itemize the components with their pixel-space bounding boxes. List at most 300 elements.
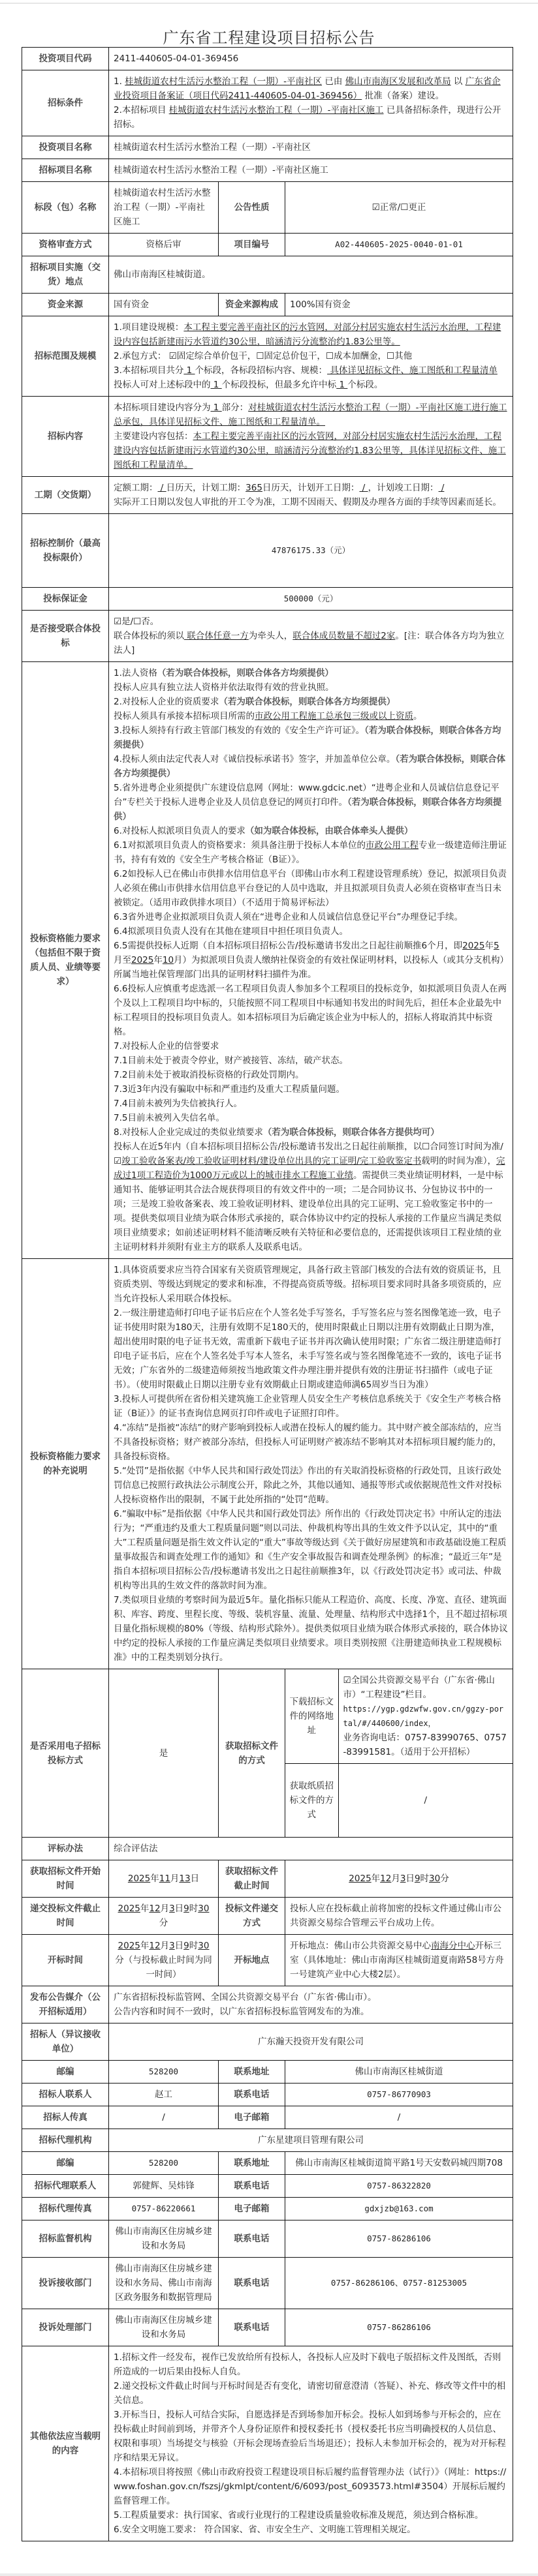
value: 综合评估法: [109, 1838, 513, 1860]
underlined-text: 30: [198, 1941, 210, 1951]
paragraph: [114, 1306, 508, 1392]
row-tenderer-fax: [22, 2106, 513, 2129]
obtain-methods: [285, 1669, 513, 1838]
row-section: [22, 182, 513, 234]
paragraph: [114, 103, 508, 132]
value: [109, 611, 513, 662]
paragraph: [114, 2408, 508, 2465]
paragraph: [114, 495, 508, 509]
value: [109, 2346, 513, 2541]
label: 招标内容: [22, 397, 109, 477]
row-agency: [22, 2129, 513, 2152]
underlined-text: 30: [198, 1903, 210, 1914]
row-tender-name: [22, 159, 513, 182]
text-segment: 联合体投标的须以: [114, 631, 184, 641]
text-segment: 日: [174, 1941, 184, 1951]
text-segment: 部分：: [221, 402, 249, 413]
paragraph: [114, 781, 508, 824]
label: 获取招标文件的方式: [219, 1669, 285, 1838]
paragraph: [114, 1097, 508, 1111]
value: 528200: [109, 2152, 219, 2175]
row-other: [22, 2346, 513, 2541]
label: 投诉处理部门: [22, 2309, 109, 2346]
underlined-text: 12: [149, 1903, 161, 1914]
underlined-text: 1: [210, 380, 222, 390]
row-media: [22, 1986, 513, 2023]
text-segment: 7.对投标人企业的信誉要求: [114, 1041, 219, 1052]
underlined-text: 佛山市南海区发展和改革局: [345, 76, 451, 87]
text-segment: 3.投标人可提供所在省份相关建筑施工企业管理人员安全生产考核信息系统关于《安全生产考核合格证（B证）》的证书查询信息网页打印件或电子证照打印件。: [114, 1394, 501, 1419]
bold-note: （若为联合体投标，则联合体各方均须提供）: [219, 697, 396, 707]
paragraph: [114, 1140, 508, 1254]
value: 0757-86322820: [285, 2175, 513, 2198]
download-platform: ☑全国公共资源交易平台（广东省·佛山市）“工程建设”栏目。: [343, 1675, 495, 1700]
paper-label: 获取纸质招标文件的方式: [285, 1764, 338, 1838]
value: [109, 397, 513, 477]
label: 邮编: [22, 2061, 109, 2084]
bold-note: （若为联合体投标，则联合体各方提供均可）: [262, 1127, 439, 1138]
paragraph: [114, 349, 508, 363]
row-location: [22, 256, 513, 294]
paragraph: [114, 1053, 508, 1068]
text-segment: 时: [420, 1873, 430, 1884]
underlined-text: 3: [169, 1941, 175, 1951]
value: 佛山市南海区住房城乡建设和水务局、佛山市南海区政务服务和数据管理局: [109, 2258, 219, 2309]
paragraph: [114, 481, 508, 495]
text-segment: 5.省外进粤企业须提供广东建设信息网（网址：www.gdcic.net）“进粤企业和人员诚信信息登记平台”专栏关于投标人进粤企业及人员信息登记的网页打印件。: [114, 783, 499, 808]
value: 0757-86220661: [109, 2198, 219, 2220]
text-segment: 1.: [114, 76, 125, 87]
text-segment: 时: [189, 1941, 198, 1951]
label: 投标资格能力要求（包括但不限于资质人员、业绩等要求）: [22, 662, 109, 1259]
text-segment: 6.1对拟派项目负责人的资格要求：须具备注册于投标人本单位的: [114, 840, 366, 851]
label: 资金来源: [22, 294, 109, 316]
bottom-divider: [0, 2573, 538, 2576]
download-link[interactable]: https://ygp.gdzwfw.gov.cn/ggzy-portal/#/440600/index，: [343, 1705, 504, 1728]
label: 邮编: [22, 2152, 109, 2175]
text-segment: 3.开标当日，投标人可结合实际，自愿选择是否到场参加开标会。投标人如到场参与开标会的，应在投标截止时间前到场，并带齐个人身份证原件和授权委托书（授权委托书应当明确授权的人员信息、权限和事项）当场提交与核验（开标会现场查验后当场退还）；投标人未参加开标会的，视为对开标程序和结果无异议。: [114, 2410, 506, 2463]
paragraph: [114, 1392, 508, 1421]
value: 100%国有资金: [285, 294, 513, 316]
underlined-text: 2025: [118, 1941, 140, 1951]
label: 开标时间: [22, 1935, 109, 1986]
label: 其他依法应当载明的内容: [22, 2346, 109, 2541]
label: 投标文件递交方式: [219, 1898, 285, 1935]
bold-note: （若为联合体投标，则联合体各方均须提供）: [114, 754, 506, 779]
underlined-text: 2025: [127, 1873, 151, 1884]
underlined-text: 10: [162, 955, 174, 965]
paragraph: [114, 838, 508, 867]
text-segment: 2.一级注册建造师打印电子证书后应在个人签名处手写签名，手写签名应与签名图像笔迹一致，电子证书使用时限为180天，注册有效期不足180天的，使用时限截止日期以注册有效期截止日期为准，超出使用时限的电子证书无效，需重新下载电子证书并再次确认使用时限；广东省二级注册建造师打印电子证书后，应在个人签名处手写本人签名，未手写签名或与签名图像笔迹不一致的，该电子证书无效；广东省外的二级建造师须按当地政策文件办理注册并提供有效的注册证书扫描件（或电子证书）。（使用时限截止日期以注册专业有效期截止日期或建造师满65周岁当日为准）: [114, 1308, 501, 1390]
value: 佛山市南海区住房城乡建设和水务局: [109, 2220, 219, 2258]
text-segment: 个标段投标，但最多允许中标: [221, 380, 337, 390]
text-segment: 日: [405, 1873, 415, 1884]
underlined-text: 桂城街道农村生活污水整治工程（一期）-平南社区: [125, 76, 323, 87]
text-segment: 分: [115, 1955, 124, 1965]
text-segment: 公告内容和时间不一致时，以广东省招标投标监管网发布的为准。: [114, 2007, 370, 2017]
paragraph: [114, 695, 508, 709]
row-electronic: [22, 1669, 513, 1838]
value: /: [285, 2106, 513, 2129]
label: 招标人（异议接收单位）: [22, 2023, 109, 2061]
bold-note: （若为联合体投标，则联合体各方均须提供）: [114, 725, 501, 750]
paragraph: [114, 1263, 508, 1306]
underlined-text: 南海分中心: [431, 1941, 475, 1951]
paragraph: [114, 666, 508, 680]
label: 投标保证金: [22, 588, 109, 611]
row-content: [22, 397, 513, 477]
text-segment: 分: [440, 1873, 449, 1884]
label: 招标人联系人: [22, 2084, 109, 2106]
paragraph: [114, 429, 508, 472]
text-segment: 2.承包方式： ☑固定综合单价包干，☐固定总价包干，☐成本加酬金，☐其他: [114, 351, 413, 361]
text-segment: 1.具体资质要求应当符合国家有关资质管理规定，具备行政主管部门核发的合法有效的资质证书，且资质类别、等级达到规定的要求和标准，不得提高资质等级。招标项目要求同时具备多项资质的，应当允许投标人采用联合体投标。: [114, 1265, 501, 1304]
value: 是: [109, 1669, 219, 1838]
text-segment: 投标人应具有独立法人资格并依法取得有效的营业执照。: [114, 682, 334, 693]
text-segment: 以: [451, 76, 466, 87]
text-segment: 月至: [114, 955, 131, 965]
paragraph: [114, 1039, 508, 1053]
text-segment: 批准（备案）建设。: [362, 91, 445, 101]
paragraph: [114, 2508, 508, 2523]
value: 佛山市南海区住房城乡建设和水务局: [109, 2309, 219, 2346]
text-segment: 2.对投标人企业的资质要求: [114, 697, 219, 707]
text-segment: 年: [153, 955, 163, 965]
value: [285, 1860, 513, 1898]
underlined-text: 1: [336, 380, 348, 390]
label: 资金来源构成: [219, 294, 285, 316]
paragraph: [114, 867, 508, 910]
label: 招标范围及规模: [22, 316, 109, 397]
value: 投标人应在投标截止前将加密的投标文件通过佛山市公共资源交易综合管理云平台成功上传。: [285, 1898, 513, 1935]
label: 是否接受联合体投标: [22, 611, 109, 662]
top-divider: [0, 3, 538, 4]
label: 招标项目名称: [22, 159, 109, 182]
text-segment: 2.递交投标文件截止时间与开标时间是否有变化，请密切留意澄清（答疑）、补充、修改等文件中的相关信息。: [114, 2381, 506, 2406]
value: 广东瀚天投资开发有限公司: [109, 2023, 513, 2061]
text-segment: 4.投标人须由法定代表人对《诚信投标承诺书》签字，并加盖单位公章。: [114, 754, 396, 765]
row-deposit: [22, 588, 513, 611]
text-segment: 月: [391, 1873, 400, 1884]
value: [109, 1986, 513, 2023]
row-review: [22, 234, 513, 256]
paragraph: [114, 74, 508, 103]
label: 招标条件: [22, 70, 109, 136]
text-segment: 7.2目前未处于被取消投标资格的行政处罚期内。: [114, 1070, 304, 1080]
value: [109, 662, 513, 1259]
underlined-text: 具体详见招标文件、施工图纸和工程量清单: [327, 365, 498, 376]
value: [109, 70, 513, 136]
value: [109, 1860, 219, 1898]
text-segment: 日: [174, 1903, 184, 1914]
paragraph: [114, 2465, 508, 2508]
underlined-text: 12: [380, 1873, 392, 1884]
underlined-text: 1: [210, 402, 222, 413]
label: 联系电话: [219, 2258, 285, 2309]
text-segment: 实际开工日期以发包人审批的开工令为准，工期不因雨天、假期及办理各方面的手续等因素而延长。: [114, 497, 501, 508]
text-segment: 1.项目建设规模：: [114, 322, 184, 333]
text-segment: 。[注：联合体各方均为独立法人]: [114, 631, 505, 656]
text-segment: 。需提供三类业绩证明材料，一是中标通知书、能够证明其合法合规获得项目的有效文件中的一项；二是合同协议书、分包协议书中的一项；三是竣工验收备案表、竣工验收证明材料、建设单位出具的完工证明、完工验收鉴定书中的一项。提供类似项目业绩为联合体形式承接的，联合体协议中约定的投标人承接的工作量应当满足类似项目业绩要求；如前述证明材料不能清晰反映有关特征和必要信息的，还需提供该项目工程业绩的业主证明材料并须附有业主方的联系人及联系电话。: [114, 1170, 503, 1252]
paragraph: [114, 982, 508, 1039]
paragraph: [114, 1111, 508, 1125]
value: [109, 1935, 219, 1986]
underlined-text: 2025: [118, 1903, 140, 1914]
label: 递交投标文件截止时间: [22, 1898, 109, 1935]
text-segment: 6.5需提供投标人近期（自本招标项目招标公告/投标邀请书发出之日起往前顺推6个月，即: [114, 941, 463, 951]
text-segment: 6.6投标人应慎重考虑选派一名工程项目负责人参加多个工程项目的投标竞争，如拟派项目负责人在两个及以上工程项目均中标的，只能按照不同工程项目中标通知书发出的时间先后，担任本企业最先中标工程项目的投标项目负责人。如本招标项目为后确定该企业为中标人的，招标人将取消其中标资格。: [114, 984, 507, 1037]
text-segment: 6.安全文明施工要求： 符合国家、省、市安全生产、文明施工管理相关规定。: [114, 2524, 416, 2535]
row-control-price: [22, 514, 513, 588]
paragraph: [114, 1593, 508, 1665]
label: 公告性质: [219, 182, 285, 234]
underlined-text: 2025: [349, 1873, 372, 1884]
underlined-text: 13: [179, 1873, 191, 1884]
row-supervisor: [22, 2220, 513, 2258]
label: 资格审查方式: [22, 234, 109, 256]
underlined-text: 9: [183, 1903, 189, 1914]
text-segment: 已由: [322, 76, 345, 87]
text-segment: 2.本招标项目: [114, 105, 169, 115]
label: 投资项目代码: [22, 48, 109, 70]
row-scope: [22, 316, 513, 397]
text-segment: 1.法人资格: [114, 668, 157, 678]
value: [109, 1259, 513, 1669]
label: 电子邮箱: [219, 2198, 285, 2220]
paragraph: [114, 1990, 508, 2005]
text-segment: ，计划竣工日期：: [368, 483, 439, 493]
label: 招标监督机构: [22, 2220, 109, 2258]
text-segment: 7.1目前未处于被责令停业，财产被接管、冻结，破产状态。: [114, 1055, 348, 1066]
label: 标段（包）名称: [22, 182, 109, 234]
underlined-text: 市政公用工程: [365, 840, 419, 851]
notice-type: ☑正常/☐更正: [285, 182, 513, 234]
value: 佛山市南海区桂城街道简平路1号天安数码城四期708: [285, 2152, 513, 2175]
label: 联系地址: [219, 2152, 285, 2175]
value: 47876175.33（元）: [109, 514, 513, 588]
text-segment: 个标段，各标段招标内容、规模：: [195, 365, 328, 376]
value: 528200: [109, 2061, 219, 2084]
text-segment: 7.5目前未被列入失信名单。: [114, 1113, 225, 1123]
value: 赵工: [109, 2084, 219, 2106]
text-segment: 开标地点：佛山市公共资源交易中心: [290, 1941, 431, 1951]
value: 0757-86286106、0757-81253005: [285, 2258, 513, 2309]
text-segment: 月: [160, 1903, 170, 1914]
row-tenderer: [22, 2023, 513, 2061]
text-segment: 6.“骗取中标”是指依据《中华人民共和国行政处罚法》所作出的《行政处罚决定书》中所认定的违法行为；“严重违约及重大工程质量问题”则以司法、仲裁机构等出具的生效文件予以认定，其中的“重大”工程质量问题是指生效文件认定的“重大”事故等级达到《关于做好房屋建筑和市政基础设施工程质量事故报告和调查处理工作的通知》和《生产安全事故报告和调查处理条例》的标准；“最近三年”是指自本招标项目招标公告/投标邀请书发出之日起往前顺推3年，以《行政处罚决定书》或司法、仲裁机构等出具的生效文件的落款时间为准。: [114, 1509, 507, 1591]
paragraph: [114, 2379, 508, 2408]
label: 开标地点: [219, 1935, 285, 1986]
label: 招标控制价（最高投标限价）: [22, 514, 109, 588]
paragraph: [114, 1507, 508, 1593]
text-segment: 月）为拟派项目负责人缴纳社保资金的有效社保证明材料，以投标人（或其分支机构）所属当地社保管理部门出具的证明材料扫描件为准。: [114, 955, 505, 980]
announcement-table: [22, 47, 513, 2541]
text-segment: 5.工程质量要求：执行国家、省或行业现行的工程建设质量验收标准及规范，须达到合格标准。: [114, 2510, 484, 2521]
underlined-text: 3: [400, 1873, 406, 1884]
underlined-text: 完成过1项工程造价为1000万元或以上的城市排水工程施工业绩: [114, 1156, 505, 1181]
value: [109, 477, 513, 514]
paragraph: [114, 363, 508, 378]
paragraph: [114, 2523, 508, 2537]
text-segment: 本招标项目建设内容分为: [114, 402, 211, 413]
label: 电子邮箱: [219, 2106, 285, 2129]
row-period: [22, 477, 513, 514]
value: 广东星建项目管理有限公司: [109, 2129, 513, 2152]
underlined-text: 对桂城街道农村生活污水整治工程（一期）-平南社区施工进行施工总承包，具体详见招标文件、施工图纸和工程量清单。: [114, 402, 507, 427]
text-segment: 7.类似项目业绩的考察时间为最近5年。量化指标只能从工程造价、高度、长度、净宽、直径、建筑面积、库容、跨度、里程长度、等级、装机容量、流量、处理量、结构形式中选择1个，且不超过招标项目量化指标规模的80%（等级、结构形式除外）。提供类似项目业绩为联合体形式承接的，联合体协议中约定的投标人承接的工作量应满足类似项目业绩要求。项目类别按照《注册建造师执业工程规模标准》中的工程类别划分执行。: [114, 1595, 508, 1663]
text-segment: 载明的时间为准），: [421, 1156, 497, 1166]
download-label: 下载招标文件的网络地址: [289, 1697, 334, 1736]
row-tenderer-zip: [22, 2061, 513, 2084]
underlined-text: 12: [149, 1941, 161, 1951]
paragraph: [114, 1068, 508, 1082]
text-segment: 年: [150, 1873, 159, 1884]
underlined-text: /: [359, 483, 368, 493]
row-complaint-process: [22, 2309, 513, 2346]
text-segment: 年: [140, 1903, 150, 1914]
bold-note: （若为联合体投标，则联合体各方均须提供）: [114, 797, 502, 822]
label: 招标代理传真: [22, 2198, 109, 2220]
paragraph: [114, 629, 508, 658]
label: 联系电话: [219, 2084, 285, 2106]
underlined-text: 竣工验收备案表/竣工验收证明材料/建设单位出具的完工证明/完工验收鉴定书: [121, 1156, 422, 1166]
paragraph: [114, 401, 508, 429]
text-segment: 年: [484, 941, 494, 951]
text-segment: 主要建设内容包括：: [114, 431, 193, 442]
label: 投资项目名称: [22, 136, 109, 159]
text-segment: 投标人可对上述标段中的: [114, 380, 211, 390]
value: 桂城街道农村生活污水整治工程（一期）-平南社区施工: [109, 182, 219, 234]
row-supplement: [22, 1259, 513, 1669]
value: 桂城街道农村生活污水整治工程（一期）-平南社区: [109, 136, 513, 159]
paragraph: [114, 1421, 508, 1464]
label: 招标代理机构: [22, 2129, 109, 2152]
row-submit: [22, 1898, 513, 1935]
label: 投标资格能力要求的补充说明: [22, 1259, 109, 1669]
label: 招标人传真: [22, 2106, 109, 2129]
text-segment: 7.4目前未被列为失信被执行人。: [114, 1099, 242, 1109]
label: 投诉接收部门: [22, 2258, 109, 2309]
project-number: A02-440605-2025-0040-01-01: [285, 234, 513, 256]
value: 桂城街道农村生活污水整治工程（一期）-平南社区施工: [109, 159, 513, 182]
email-link[interactable]: gdxjzb@163.com: [285, 2198, 513, 2220]
label: 获取招标文件截止时间: [219, 1860, 285, 1898]
row-complaint-receive: [22, 2258, 513, 2309]
row-method: [22, 1838, 513, 1860]
paper-value: /: [338, 1764, 513, 1838]
paragraph: [114, 924, 508, 939]
paragraph: [114, 2350, 508, 2379]
value: 2411-440605-04-01-369456: [109, 48, 513, 70]
text-segment: 分: [159, 1918, 168, 1928]
value: 佛山市南海区桂城街道。: [109, 256, 513, 294]
text-segment: 4.“冻结”是指被“冻结”的财产影响到投标人或潜在投标人的履约能力。其中财产被全部冻结的，应当不具备投标资格；财产被部分冻结，但投标人可证明财产被冻结不影响其对本招标项目履约能力的，具备投标资格。: [114, 1423, 502, 1462]
page-title: 广东省工程建设项目招标公告: [163, 29, 375, 47]
underlined-text: 365: [245, 483, 262, 493]
underlined-text: 1: [183, 365, 195, 376]
paragraph: [114, 320, 508, 349]
label: 项目编号: [219, 234, 285, 256]
paragraph: [114, 378, 508, 392]
text-segment: 日历天，计划工期：: [166, 483, 246, 493]
value: 0757-86286106: [285, 2309, 513, 2346]
underlined-text: 本工程主要完善平南社区的污水管网，对部分村居实施农村生活污水治理，工程建设内容包括新建雨污水管道约30公里，暗涵清污分流整治约1.83公里等，具体详见招标文件、施工图纸和工程量清单。: [114, 431, 506, 470]
row-tenderer-contact: [22, 2084, 513, 2106]
bold-note: （如为联合体投标，由联合体牵头人提供）: [245, 826, 413, 836]
value: [285, 1935, 513, 1986]
paragraph: [114, 2005, 508, 2019]
text-segment: 6.4拟派项目负责人没有在其他在建项目中担任项目负责人。: [114, 926, 348, 937]
underlined-text: 2025: [131, 955, 154, 965]
text-segment: 已具备招标条件，现进行公开招标。: [114, 105, 501, 130]
underlined-text: 9: [414, 1873, 420, 1884]
paragraph: [114, 752, 508, 781]
label: 招标项目实施（交货）地点: [22, 256, 109, 294]
paragraph: [114, 939, 508, 982]
row-funding: [22, 294, 513, 316]
text-segment: 7.3近3年内没有骗取中标和严重违约及重大工程质量问题。: [114, 1084, 345, 1095]
label: 招标代理联系人: [22, 2175, 109, 2198]
row-qualification: [22, 662, 513, 1259]
value: [109, 1898, 219, 1935]
text-segment: 年: [371, 1873, 381, 1884]
value: 郭健辉、吴炜锋: [109, 2175, 219, 2198]
text-segment: 为牵头人，: [248, 631, 293, 641]
row-consortium: [22, 611, 513, 662]
paragraph: [114, 910, 508, 924]
underlined-text: 11: [159, 1873, 170, 1884]
text-segment: 个标段。: [347, 380, 383, 390]
text-segment: 时: [189, 1903, 198, 1914]
label: 联系地址: [219, 2061, 285, 2084]
text-segment: 广东省招标投标监管网、全国公共资源交易平台（广东省·佛山市）。: [114, 1992, 377, 2003]
text-segment: 专业一级建造师注册证书，持有有效的《安全生产考核合格证（B证）》。: [114, 840, 507, 865]
text-segment: 月: [160, 1941, 170, 1951]
label: 工期（交货期）: [22, 477, 109, 514]
label: 联系电话: [219, 2220, 285, 2258]
download-info: [338, 1669, 513, 1764]
underlined-text: 联合体成员数量不超过2家: [293, 631, 396, 641]
row-opening: [22, 1935, 513, 1986]
paragraph: [114, 1125, 508, 1140]
bold-note: （若为联合体投标，则联合体各方均须提供）: [157, 668, 334, 678]
label: 联系电话: [219, 2175, 285, 2198]
text-segment: 投标人须具有承接本招标项目所需的: [114, 711, 255, 721]
paragraph: [114, 1082, 508, 1097]
text-segment: 3.本招标项目共分: [114, 365, 184, 376]
underlined-text: 30: [429, 1873, 441, 1884]
text-segment: 日历天，计划开工日期：: [262, 483, 360, 493]
text-segment: 年: [140, 1941, 150, 1951]
text-segment: 定额工期：: [114, 483, 158, 493]
underlined-text: 5: [493, 941, 499, 951]
underlined-text: /: [438, 483, 445, 493]
text-segment: 投标人在近5年内（自本招标项目招标公告/投标邀请书发出之日起往前顺推，以☐合同签订时间为准/☑: [114, 1142, 503, 1166]
paragraph: [114, 709, 508, 723]
paragraph: [114, 680, 508, 695]
text-segment: （与投标截止时间为同一时间）: [123, 1955, 212, 1980]
text-segment: 开标三室（具体地址：佛山市南海区桂城街道夏南路58号方舟一号建筑产业中心大楼2层）。: [290, 1941, 504, 1980]
underlined-text: 2025: [462, 941, 485, 951]
label: 获取招标文件开始时间: [22, 1860, 109, 1898]
paragraph: [114, 614, 508, 629]
paragraph: [114, 723, 508, 752]
text-segment: 5.“处罚”是指依据《中华人民共和国行政处罚法》作出的有关取消投标资格的行政处罚，且该行政处罚信息已按照行政执法公示制度公开，除此之外，其他以通知、通报等形式或依据规范性文件对投标人投标资格作出的限制，不属于此处所指的“处罚”范畴。: [114, 1466, 501, 1505]
value: 国有资金: [109, 294, 219, 316]
text-segment: 4.本招标项目将按照《佛山市政府投资工程建设项目标后履约监督管理办法（试行）》（网址：https://www.foshan.gov.cn/fszsj/gkmlpt/content/6/6093/post_6093573.html#3504）开展标后履约监督管理工作。: [114, 2467, 507, 2506]
underlined-text: 3: [169, 1903, 175, 1914]
paragraph: [114, 824, 508, 838]
